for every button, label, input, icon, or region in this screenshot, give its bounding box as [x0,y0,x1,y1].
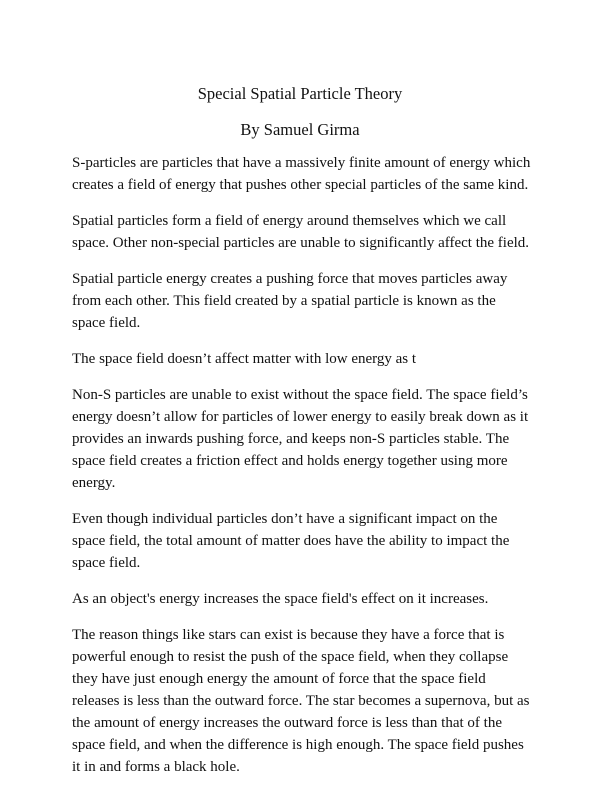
paragraph: The reason things like stars can exist is because they have a force that is powerful enough to resist the push of the space field, when they collapse they have just enough energy the amount of force that the space field releases is less than the outward force. The star becomes a supernova, but as the amount of energy increases the outward force is less than that of the space field, and when the difference is high enough. The space field pushes it in and forms a black hole. [72,627,530,775]
document-body [72,152,532,792]
document-title: Special Spatial Particle Theory [197,84,403,103]
paragraph: The space field doesn’t affect matter with low energy as t [72,351,417,367]
paragraph: As an object's energy increases the space field's effect on it increases. [72,591,489,607]
paragraph: Non-S particles are unable to exist without the space field. The space field’s energy doesn’t allow for particles of lower energy to easily break down as it provides an inwards pushing force, and keeps non-S particles stable. The space field creates a friction effect and holds energy together using more energy. [72,387,529,491]
paragraph: S-particles are particles that have a massively finite amount of energy which creates a field of energy that pushes other special particles of the same kind. [72,155,531,193]
document-author: By Samuel Girma [240,120,360,139]
paragraph: Spatial particle energy creates a pushing force that moves particles away from each other. This field created by a spatial particle is known as the space field. [72,271,508,331]
paragraph: Spatial particles form a field of energy around themselves which we call space. Other non-special particles are unable to significantly affect the field. [72,213,530,251]
paragraph: Even though individual particles don’t have a significant impact on the space field, the total amount of matter does have the ability to impact the space field. [72,511,510,571]
